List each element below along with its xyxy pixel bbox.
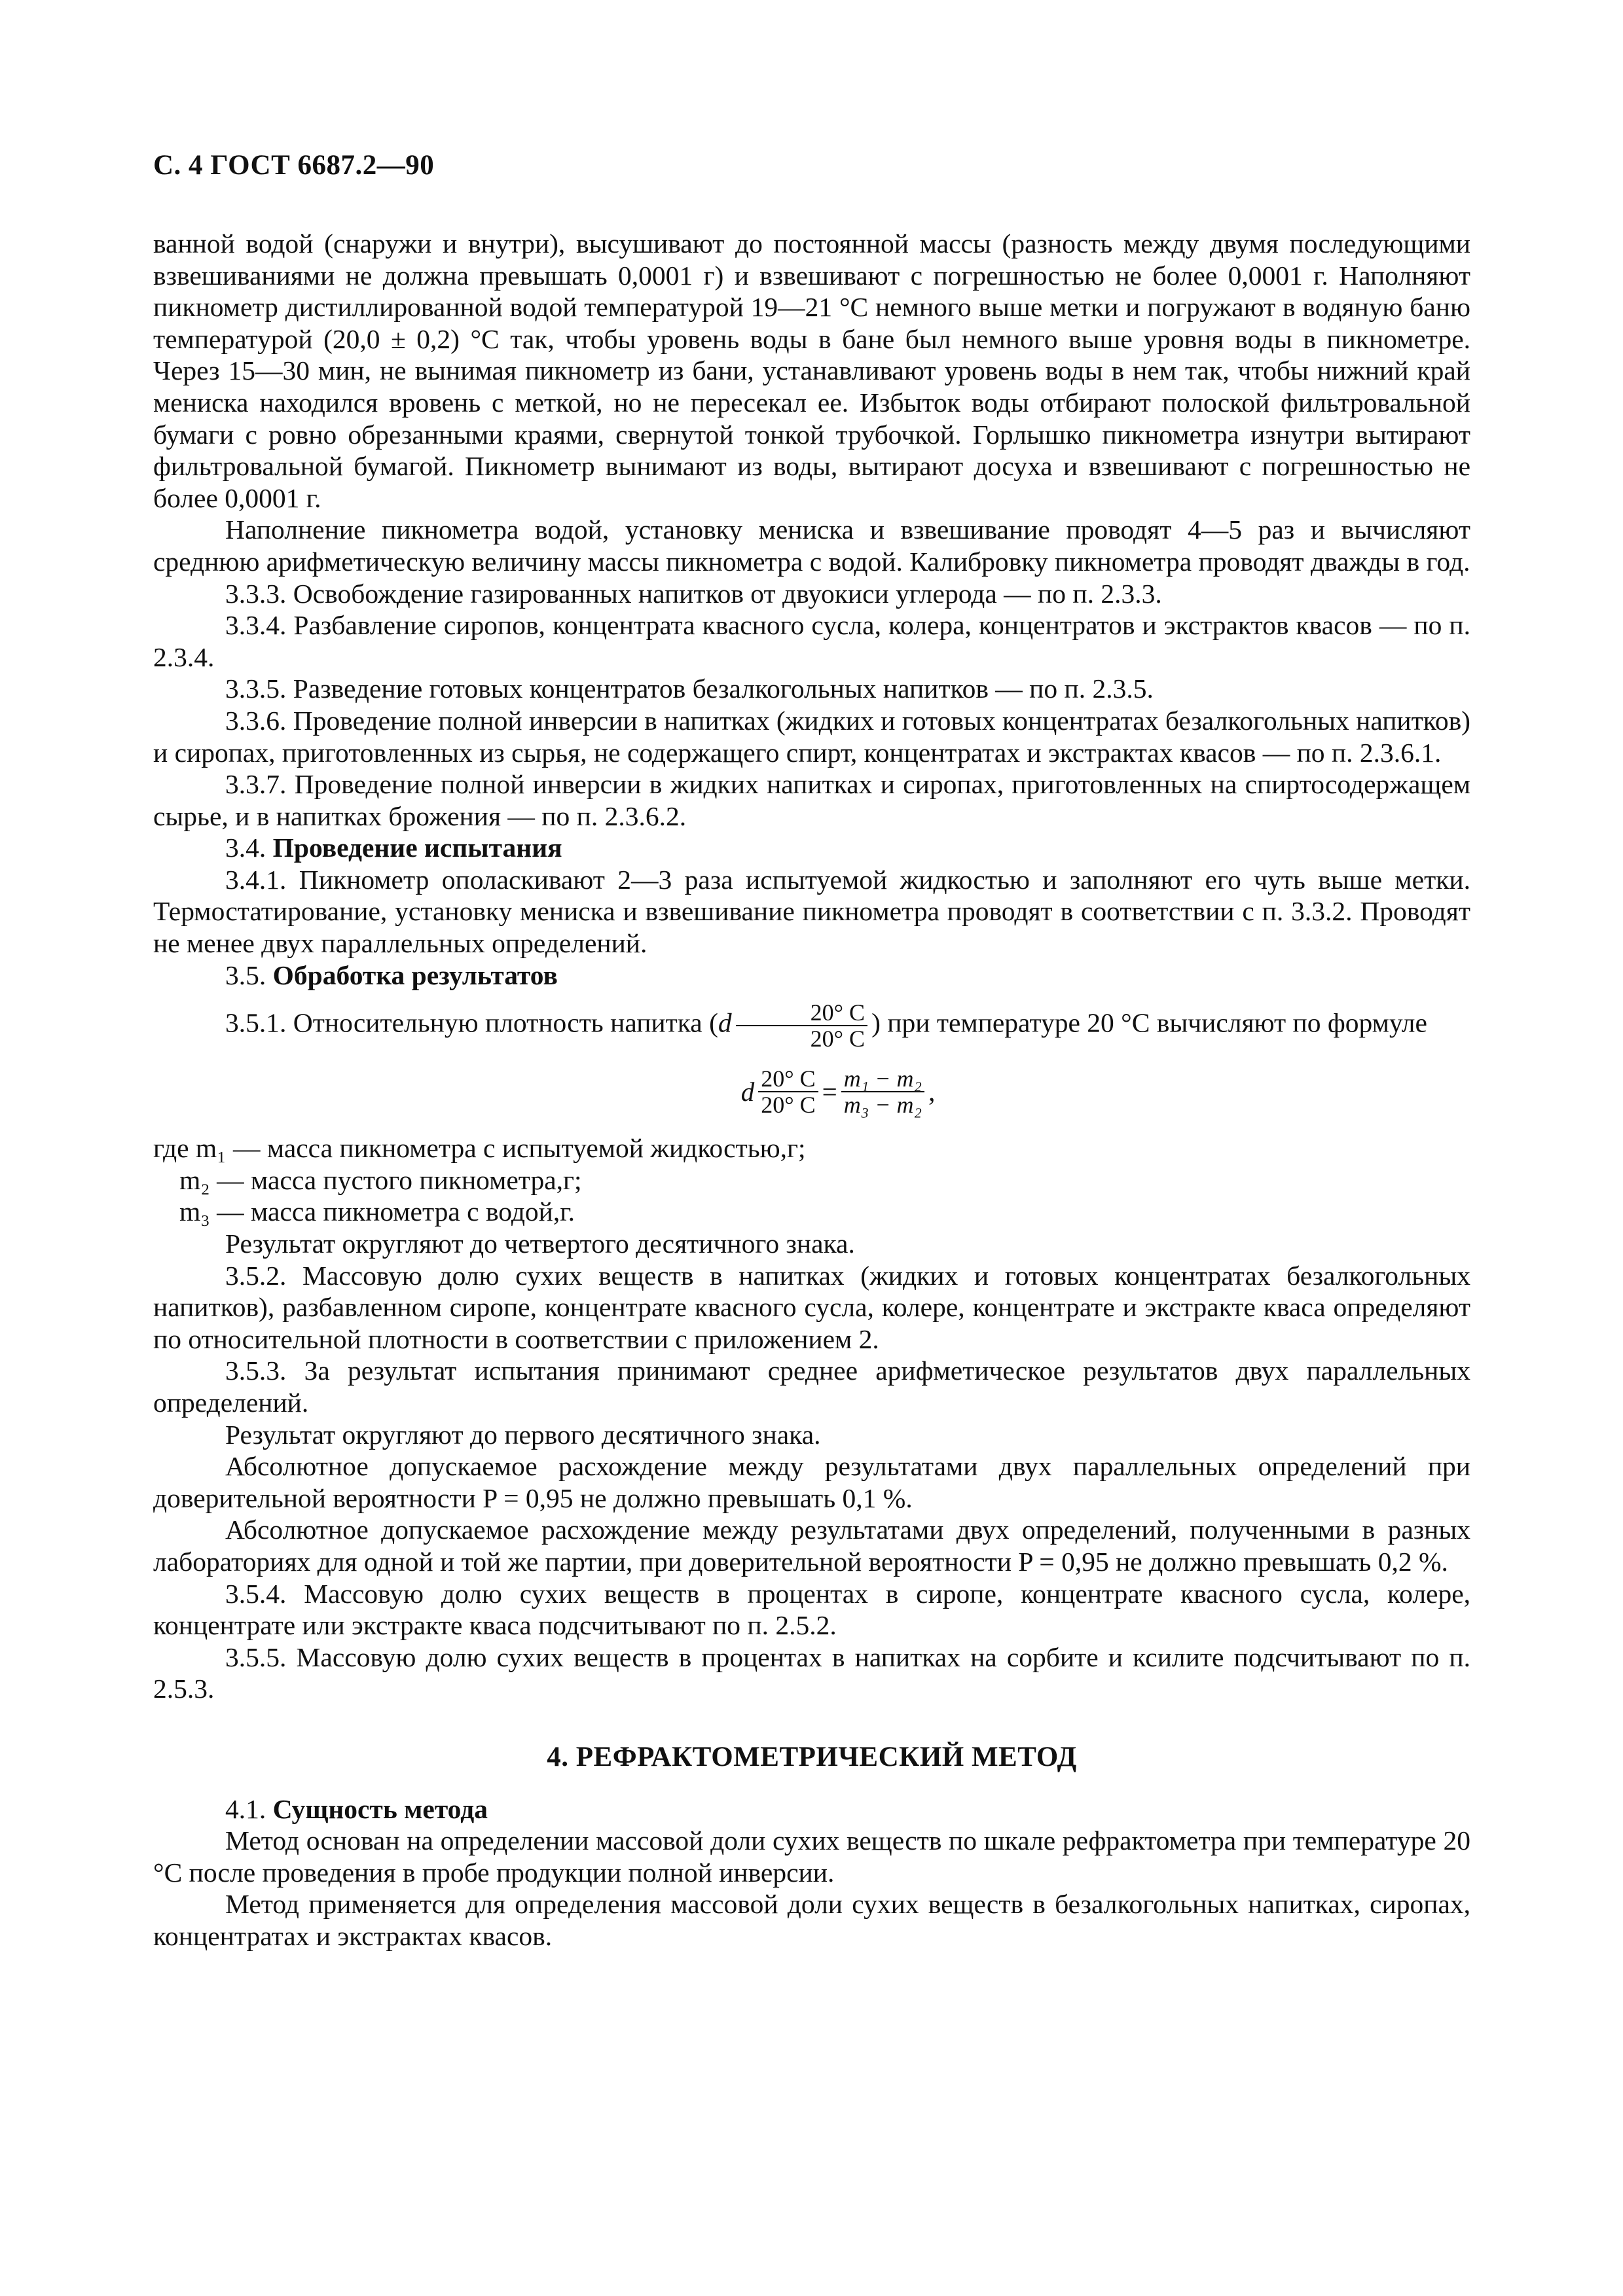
- clause-number: 4.1.: [225, 1793, 266, 1824]
- paragraph: Метод применяется для определения массовой доли сухих веществ в безалкогольных напитках, сиропах, концентратах и экстрактах квасов.: [153, 1889, 1470, 1951]
- clause-3-5-heading: [153, 960, 1470, 992]
- paragraph: Метод основан на определении массовой доли сухих веществ по шкале рефрактометра при температуре 20 °С после проведения в пробе продукции полной инверсии.: [153, 1825, 1470, 1888]
- clause-3-5-5: 3.5.5. Массовую долю сухих веществ в процентах в напитках на сорбите и ксилите подсчитывают по п. 2.5.3.: [153, 1641, 1470, 1704]
- clause-number: 3.4.: [225, 833, 266, 863]
- fraction-numerator: m₁ − m₂: [841, 1066, 924, 1092]
- clause-number: 3.5.: [225, 960, 266, 990]
- density-symbol: d: [718, 1007, 732, 1038]
- density-formula: [153, 1051, 1470, 1132]
- temperature-fraction: [758, 1066, 818, 1117]
- legend-m2: m₂ — масса пустого пикнометра,г;: [179, 1164, 582, 1195]
- clause-3-3-4: 3.3.4. Разбавление сиропов, концентрата квасного сусла, колера, концентратов и экстрактов квасов — по п. 2.3.4.: [153, 610, 1470, 672]
- clause-3-5-4: 3.5.4. Массовую долю сухих веществ в процентах в сиропе, концентрате квасного сусла, колере, концентрате или экстракте кваса подсчитывают по п. 2.5.2.: [153, 1578, 1470, 1641]
- clause-3-3-7: 3.3.7. Проведение полной инверсии в жидких напитках и сиропах, приготовленных на спиртосодержащем сырье, и в напитках брожения — по п. 2.3.6.2.: [153, 769, 1470, 831]
- page-header: С. 4 ГОСТ 6687.2—90: [153, 150, 435, 181]
- clause-3-5-2: 3.5.2. Массовую долю сухих веществ в напитках (жидких и готовых концентратах безалкогольных напитков), разбавленном сиропе, концентрате квасного сусла, колере, концентрате и экстракте кваса определяют по относительной плотности в соответствии с приложением 2.: [153, 1260, 1470, 1354]
- section-title: 4. РЕФРАКТОМЕТРИЧЕСКИЙ МЕТОД: [547, 1741, 1077, 1772]
- mass-fraction: [841, 1066, 924, 1117]
- text: ) при температуре 20 °С вычисляют по формуле: [871, 1007, 1427, 1038]
- fraction-numerator: 20° С: [758, 1066, 818, 1092]
- fraction-denominator: m₃ − m₂: [843, 1092, 922, 1119]
- legend-m3: m₃ — масса пикнометра с водой,г.: [179, 1196, 575, 1227]
- fraction-numerator: 20° С: [736, 1000, 867, 1026]
- density-symbol: d: [740, 1076, 755, 1107]
- clause-3-3-6: 3.3.6. Проведение полной инверсии в напитках (жидких и готовых концентратах безалкогольных напитков) и сиропах, приготовленных из сырья, не содержащего спирт, концентратах и экстрактах квасов — по п. 2.3.6.1.: [153, 705, 1470, 768]
- equals-sign: =: [822, 1076, 837, 1107]
- paragraph: ванной водой (снаружи и внутри), высушивают до постоянной массы (разность между двумя последующими взвешиваниями не должна превышать 0,0001 г) и взвешивают с погрешностью не более 0,0001 г. Наполняют пикнометр дистиллированной водой температурой 19—21 °С немного выше метки и погружают в водяную баню температурой (20,0 ± 0,2) °С так, чтобы уровень воды в бане был немного выше уровня воды в пикнометре. Через 15—30 мин, не вынимая пикнометр из бани, устанавливают уровень воды в нем так, чтобы нижний край мениска находился вровень с меткой, но не пересекал ее. Избыток воды отбирают полоской фильтровальной бумаги с ровно обрезанными краями, свернутой тонкой трубочкой. Горлышко пикнометра изнутри вытирают фильтровальной бумагой. Пикнометр вынимают из воды, вытирают досуха и взвешивают с погрешностью не более 0,0001 г.: [153, 228, 1470, 513]
- clause-3-3-3: 3.3.3. Освобождение газированных напитков от двуокиси углерода — по п. 2.3.3.: [225, 578, 1162, 609]
- clause-title: Сущность метода: [272, 1793, 488, 1824]
- paragraph: Абсолютное допускаемое расхождение между результатами двух определений, полученными в разных лабораториях для одной и той же партии, при доверительной вероятности P = 0,95 не должно превышать 0,2 %.: [153, 1515, 1470, 1577]
- legend-m1: где m₁ — масса пикнометра с испытуемой жидкостью,г;: [153, 1133, 806, 1164]
- paragraph: Абсолютное допускаемое расхождение между результатами двух параллельных определений при доверительной вероятности P = 0,95 не должно превышать 0,1 %.: [153, 1451, 1470, 1513]
- clause-3-5-1: [153, 1000, 1470, 1051]
- text: 3.5.1. Относительную плотность напитка (: [225, 1007, 718, 1038]
- clause-3-4-1: 3.4.1. Пикнометр ополаскивают 2—3 раза испытуемой жидкостью и заполняют его чуть выше метки. Термостатирование, установку мениска и взвешивание пикнометра проводят в соответствии с п. 3.3.2. Проводят не менее двух параллельных определений.: [153, 864, 1470, 959]
- clause-title: Обработка результатов: [272, 960, 558, 990]
- temperature-fraction: [736, 1000, 867, 1051]
- clause-3-4-heading: [153, 832, 1470, 864]
- clause-3-3-5: 3.3.5. Разведение готовых концентратов безалкогольных напитков — по п. 2.3.5.: [225, 673, 1154, 704]
- paragraph: Наполнение пикнометра водой, установку мениска и взвешивание проводят 4—5 раз и вычисляют среднюю арифметическую величину массы пикнометра с водой. Калибровку пикнометра проводят дважды в год.: [153, 514, 1470, 577]
- clause-4-1-heading: [153, 1793, 1470, 1825]
- paragraph: Результат округляют до первого десятичного знака.: [225, 1419, 821, 1450]
- fraction-denominator: 20° С: [761, 1092, 816, 1119]
- clause-3-5-3: 3.5.3. За результат испытания принимают среднее арифметическое результатов двух параллельных определений.: [153, 1355, 1470, 1418]
- clause-title: Проведение испытания: [272, 833, 562, 863]
- paragraph: Результат округляют до четвертого десятичного знака.: [225, 1229, 855, 1259]
- fraction-denominator: 20° С: [810, 1026, 866, 1052]
- document-body: [153, 228, 1470, 1952]
- comma: ,: [928, 1076, 936, 1107]
